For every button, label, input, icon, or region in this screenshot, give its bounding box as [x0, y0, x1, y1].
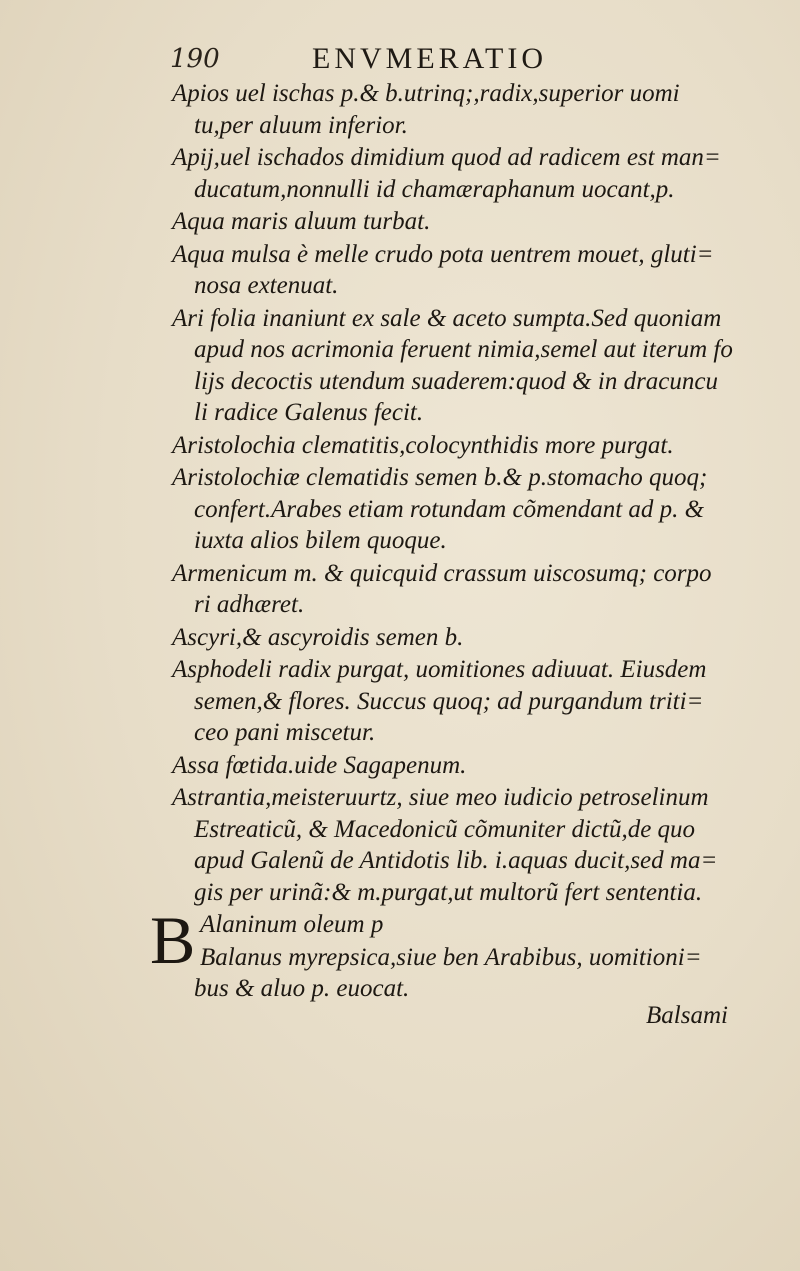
- entry-headline: Alaninum oleum p: [200, 911, 384, 938]
- entry-headline: Astrantia,meisteruurtz, siue meo iudicio petroselinum: [172, 784, 709, 811]
- entry-continuation: iuxta alios bilem quoque.: [194, 527, 447, 554]
- entry-continuation: ri adhæret.: [194, 591, 305, 618]
- entry-continuation: Estreaticũ, & Macedonicũ cõmuniter dictũ,de quo: [194, 815, 696, 843]
- entry-continuation: tu,per aluum inferior.: [194, 111, 408, 139]
- entry: [172, 942, 772, 1005]
- section-initial: B: [150, 902, 196, 978]
- entry: [172, 142, 772, 205]
- entry-continuation: bus & aluo p. euocat.: [194, 975, 410, 1002]
- entry-continuation: confert.Arabes etiam rotundam cõmendant ad p. &: [194, 495, 705, 523]
- entry-headline: Apij,uel ischados dimidium quod ad radicem est man=: [172, 144, 721, 171]
- entry: [172, 430, 772, 462]
- entry: [172, 654, 772, 749]
- entry-continuation: apud Galenũ de Antidotis lib. i.aquas ducit,sed ma=: [194, 847, 718, 874]
- entry-continuation: apud nos acrimonia feruent nimia,semel aut iterum fo: [194, 336, 733, 363]
- text-block: [150, 78, 772, 1006]
- entry-continuation: gis per urinã:& m.purgat,ut multorũ fert sententia.: [194, 878, 703, 906]
- entry-headline: Ari folia inaniunt ex sale & aceto sumpta.Sed quoniam: [172, 304, 722, 332]
- entry-headline: Balanus myrepsica,siue ben Arabibus, uomitioni=: [200, 943, 702, 971]
- entry-headline: Assa fœtida.uide Sagapenum.: [172, 751, 467, 779]
- entry: [172, 206, 772, 238]
- entries-list: [172, 78, 772, 908]
- entry: [172, 909, 772, 941]
- entry-continuation: lijs decoctis utendum suaderem:quod & in dracuncu: [194, 367, 718, 395]
- entry-headline: Aristolochia clematitis,colocynthidis more purgat.: [172, 431, 674, 459]
- entry: [172, 239, 772, 302]
- entry-continuation: ducatum,nonnulli id chamæraphanum uocant,p.: [194, 175, 675, 203]
- entry: [172, 462, 772, 557]
- entry: [172, 303, 772, 429]
- catchword: Balsami: [646, 1002, 728, 1029]
- entry: [172, 558, 772, 621]
- running-title: ENVMERATIO: [312, 42, 547, 75]
- folio-number: 190: [170, 44, 220, 74]
- entry-continuation: semen,& flores. Succus quoq; ad purgandum triti=: [194, 687, 704, 715]
- entry: [172, 622, 772, 654]
- entry-headline: Ascyri,& ascyroidis semen b.: [172, 623, 464, 651]
- page-header: [170, 38, 730, 78]
- entry-headline: Aristolochiæ clematidis semen b.& p.stomacho quoq;: [172, 464, 708, 491]
- entry-continuation: nosa extenuat.: [194, 272, 339, 299]
- entry-headline: Armenicum m. & quicquid crassum uiscosumq; corpo: [172, 559, 712, 587]
- section-b: [150, 902, 772, 1005]
- entry-headline: Aqua maris aluum turbat.: [172, 208, 431, 235]
- entry-continuation: ceo pani miscetur.: [194, 719, 376, 746]
- entry-headline: Aqua mulsa è melle crudo pota uentrem mouet, gluti=: [172, 240, 714, 268]
- entry-continuation: li radice Galenus fecit.: [194, 399, 424, 426]
- entry-headline: Asphodeli radix purgat, uomitiones adiuuat. Eiusdem: [172, 656, 707, 683]
- entry: [172, 750, 772, 782]
- entry: [172, 782, 772, 908]
- entry-headline: Apios uel ischas p.& b.utrinq;,radix,superior uomi: [172, 80, 680, 107]
- section-b-entries: [172, 909, 772, 1005]
- entry: [172, 78, 772, 141]
